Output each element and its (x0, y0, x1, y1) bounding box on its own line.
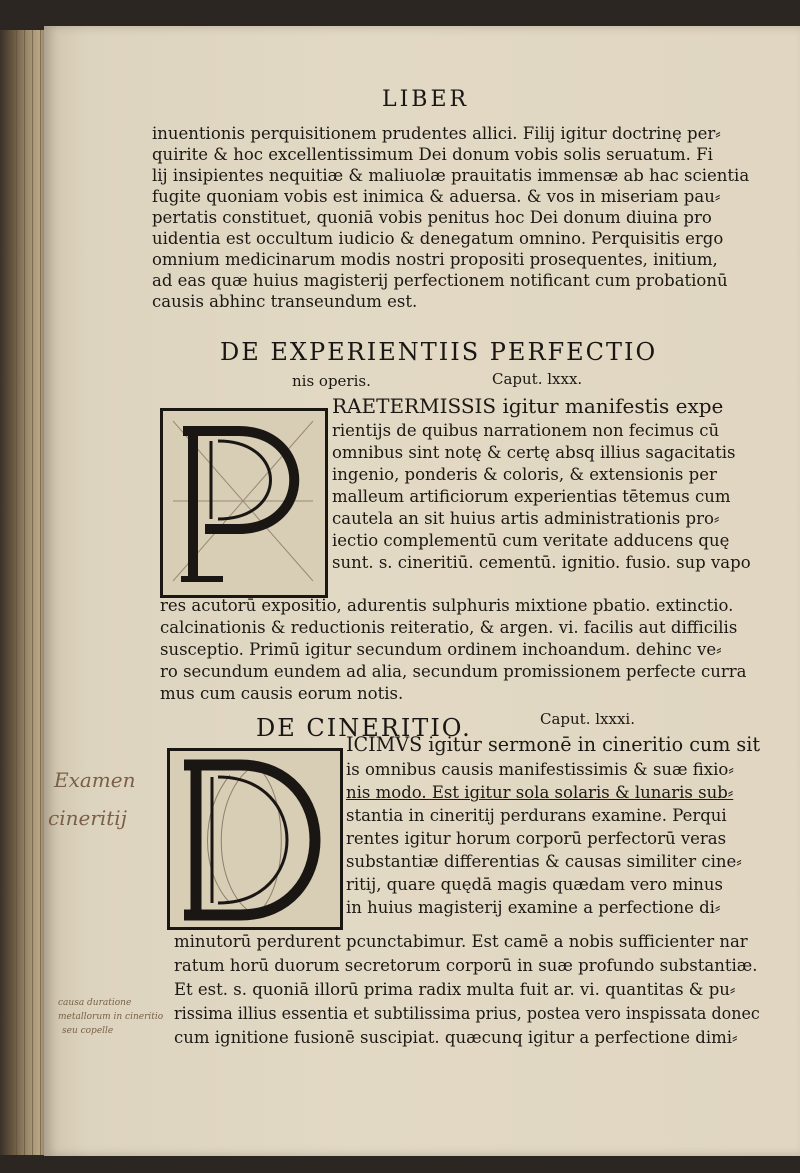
text-line: susceptio. Primū igitur secundum ordinem inchoandum. dehinc ve⸗ (160, 640, 722, 659)
margin-note-causa: causa duratione (58, 998, 132, 1008)
text-line: ro secundum eundem ad alia, secundum promissionem perfecte curra (160, 662, 747, 681)
text-line: calcinationis & reductionis reiteratio, & argen. vi. facilis aut difficilis (160, 618, 738, 637)
initial-p-illustration (163, 411, 325, 595)
text-line: ICIMVS igitur sermonē in cineritio cum sit (346, 732, 761, 756)
text-line: iectio complementū cum veritate adducens quę (332, 531, 730, 550)
decorated-initial-p (160, 408, 328, 598)
margin-note-cineritij: cineritij (48, 806, 127, 830)
text-line: RAETERMISSIS igitur manifestis expe (332, 394, 724, 418)
text-line: causis abhinc transeundum est. (152, 292, 418, 311)
text-line: ad eas quæ huius magisterij perfectionem notificant cum probationū (152, 271, 728, 290)
text-line: minutorū perdurent pcunctabimur. Est camē a nobis sufficienter nar (174, 932, 748, 951)
text-line: ratum horū duorum secretorum corporū in suæ profundo substantiæ. (174, 956, 758, 975)
margin-note-examen: Examen (54, 768, 136, 792)
text-line: ritij, quare quędā magis quædam vero minus (346, 875, 724, 894)
text-line: nis modo. Est igitur sola solaris & lunaris sub⸗ (346, 783, 734, 802)
text-line: lij insipientes nequitiæ & maliuolæ prauitatis immensæ ab hac scientia (152, 166, 750, 185)
chapter-number: Caput. lxxx. (492, 370, 583, 388)
book-spine-edge (0, 30, 46, 1155)
text-line: rientijs de quibus narrationem non fecimus cū (332, 421, 720, 440)
margin-note-copelle: seu copelle (62, 1026, 114, 1036)
text-line: cautela an sit huius artis administrationis pro⸗ (332, 509, 720, 528)
text-line: Et est. s. quoniā illorū prima radix multa fuit ar. vi. quantitas & pu⸗ (174, 980, 736, 999)
text-line: rissima illius essentia et subtilissima prius, postea vero inspissata donec (174, 1004, 760, 1023)
text-line: uidentia est occultum iudicio & denegatum omnino. Perquisitis ergo (152, 229, 724, 248)
initial-d-illustration (170, 751, 340, 927)
text-line: sunt. s. cineritiū. cementū. ignitio. fusio. sup vapo (332, 553, 751, 572)
text-line: malleum artificiorum experientias tētemus cum (332, 487, 731, 506)
text-line: omnium medicinarum modis nostri propositi prosequentes, initium, (152, 250, 718, 269)
text-line: omnibus sint notę & certę absq illius sagacitatis (332, 443, 736, 462)
text-line: fugite quoniam vobis est inimica & aduersa. & vos in miseriam pau⸗ (152, 187, 721, 206)
text-line: rentes igitur horum corporū perfectorū veras (346, 829, 727, 848)
text-line: res acutorū expositio, adurentis sulphuris mixtione pbatio. extinctio. (160, 596, 734, 615)
section-heading-experientiis: DE EXPERIENTIIS PERFECTIO (220, 338, 658, 366)
decorated-initial-d (167, 748, 343, 930)
text-line: quirite & hoc excellentissimum Dei donum vobis solis seruatum. Fi (152, 145, 713, 164)
text-line: substantiæ differentias & causas similiter cine⸗ (346, 852, 742, 871)
chapter-number: Caput. lxxxi. (540, 710, 635, 728)
running-head: LIBER (382, 87, 470, 112)
text-line: is omnibus causis manifestissimis & suæ fixio⸗ (346, 760, 734, 779)
text-line: pertatis constituet, quoniā vobis penitus hoc Dei donum diuina pro (152, 208, 712, 227)
text-line: stantia in cineritij perdurans examine. Perqui (346, 806, 727, 825)
text-line: in huius magisterij examine a perfectione di⸗ (346, 898, 721, 917)
text-line: cum ignitione fusionē suscipiat. quæcunq igitur a perfectione dimi⸗ (174, 1028, 738, 1047)
section-heading-cineritio: DE CINERITIO. (256, 714, 472, 742)
text-line: ingenio, ponderis & coloris, & extensionis per (332, 465, 717, 484)
section-subheading: nis operis. (292, 372, 371, 390)
margin-note-metallorum: metallorum in cineritio (58, 1012, 164, 1022)
text-line: inuentionis perquisitionem prudentes allici. Filij igitur doctrinę per⸗ (152, 124, 721, 143)
text-line: mus cum causis eorum notis. (160, 684, 404, 703)
